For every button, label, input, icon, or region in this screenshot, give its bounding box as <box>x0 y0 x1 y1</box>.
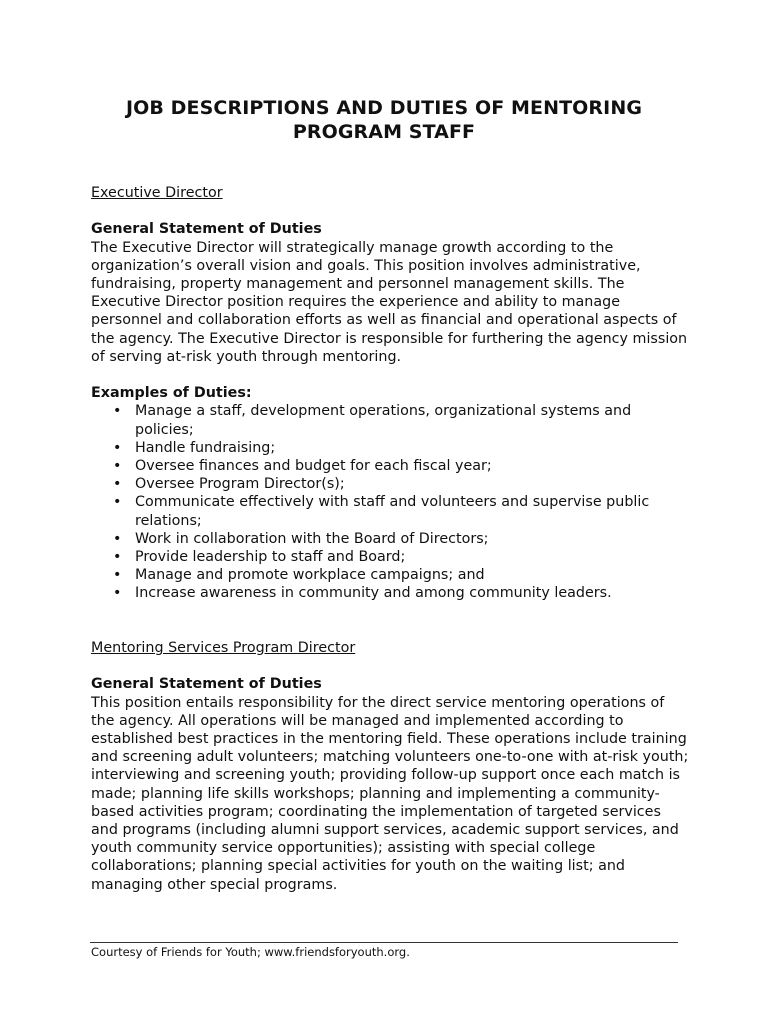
bullet: • <box>113 567 122 584</box>
list-item: • Manage and promote workplace campaigns; and <box>113 567 485 584</box>
page-title: JOB DESCRIPTIONS AND DUTIES OF MENTORING PROGRAM STAFF <box>125 97 643 143</box>
examples-of-duties-heading: Examples of Duties: <box>91 385 252 402</box>
program-director-statement: This position entails responsibility for the direct service mentoring operations of the agency. All operations will be managed and implemented according to established best practices in the mentoring field. These operations include training and screening adult volunteers; matching volunteers one-to-one with at-risk youth; interviewing and screening youth; providing follow-up support once each match is made; planning life skills workshops; planning and implementing a community-based activities program; coordinating the implementation of targeted services and programs (including alumni support services, academic support services, and youth community service opportunities); assisting with special college collaborations; planning special activities for youth on the waiting list; and managing other special programs. <box>91 694 689 893</box>
duties-list <box>91 402 691 602</box>
list-item: • Oversee finances and budget for each fiscal year; <box>113 458 492 475</box>
executive-director-statement: The Executive Director will strategically manage growth according to the organization’s overall vision and goals. This position involves administrative, fundraising, property management and personnel management skills. The Executive Director position requires the experience and ability to manage personnel and collaboration efforts as well as financial and operational aspects of the agency. The Executive Director is responsible for furthering the agency mission of serving at-risk youth through mentoring. <box>91 239 688 365</box>
list-item: • Manage a staff, development operations, organizational systems and policies; <box>113 403 632 438</box>
bullet: • <box>113 439 122 456</box>
list-item: • Oversee Program Director(s); <box>113 476 345 493</box>
list-item: • Handle fundraising; <box>113 439 276 456</box>
footer-credit: Courtesy of Friends for Youth; www.friendsforyouth.org. <box>91 945 410 959</box>
bullet: • <box>113 494 122 511</box>
list-item: • Provide leadership to staff and Board; <box>113 549 406 566</box>
bullet: • <box>113 476 122 493</box>
list-item: • Increase awareness in community and among community leaders. <box>113 585 612 602</box>
bullet: • <box>113 585 122 602</box>
bullet: • <box>113 530 122 547</box>
general-statement-heading: General Statement of Duties <box>91 221 322 238</box>
section-heading-program-director: Mentoring Services Program Director <box>91 640 356 657</box>
document-body <box>91 184 691 894</box>
general-statement-heading: General Statement of Duties <box>91 676 322 693</box>
bullet: • <box>113 549 122 566</box>
bullet: • <box>113 403 122 420</box>
list-item: • Communicate effectively with staff and volunteers and supervise public relations; <box>113 494 650 529</box>
list-item: • Work in collaboration with the Board of Directors; <box>113 530 489 547</box>
section-heading-executive-director: Executive Director <box>91 185 223 201</box>
bullet: • <box>113 458 122 475</box>
footer-divider <box>90 942 678 943</box>
